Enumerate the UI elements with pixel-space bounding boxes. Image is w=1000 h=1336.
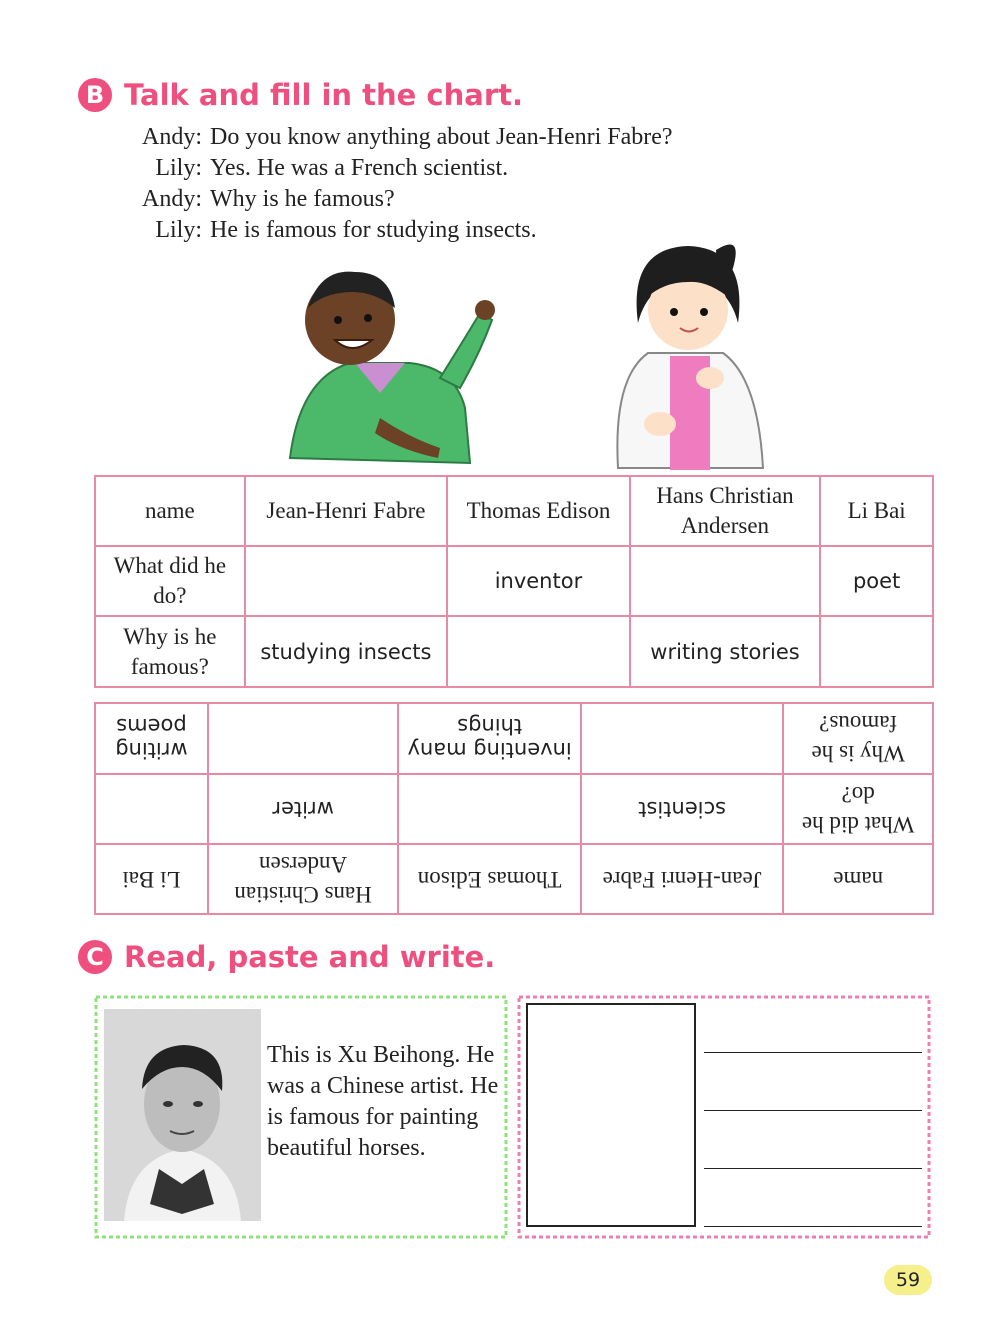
dialogue bbox=[130, 122, 673, 246]
row-header-name: name bbox=[95, 476, 245, 546]
paste-box[interactable] bbox=[526, 1003, 696, 1227]
write-line[interactable] bbox=[704, 1052, 922, 1053]
section-b-title: Talk and fill in the chart. bbox=[124, 78, 524, 112]
row-header-name: name bbox=[783, 844, 933, 914]
answer-cell[interactable] bbox=[398, 774, 581, 844]
answer-cell[interactable] bbox=[630, 546, 821, 616]
row-header-what: What did he do? bbox=[783, 774, 933, 844]
section-c-title: Read, paste and write. bbox=[124, 940, 496, 974]
answer-cell[interactable] bbox=[95, 774, 208, 844]
answer-cell[interactable] bbox=[245, 546, 447, 616]
dialogue-line bbox=[130, 122, 673, 153]
name-fabre: Jean-Henri Fabre bbox=[245, 476, 447, 546]
row-header-why: Why is he famous? bbox=[95, 616, 245, 687]
dialogue-line bbox=[130, 153, 673, 184]
answer-cell[interactable]: studying insects bbox=[245, 616, 447, 687]
write-line[interactable] bbox=[704, 1226, 922, 1227]
line-text: Do you know anything about Jean-Henri Fabre? bbox=[210, 124, 673, 150]
name-fabre: Jean-Henri Fabre bbox=[581, 844, 783, 914]
section-b-heading bbox=[78, 78, 523, 112]
blank-card bbox=[516, 994, 932, 1240]
row-header-why: Why is he famous? bbox=[783, 703, 933, 774]
dialogue-line bbox=[130, 215, 673, 246]
example-card bbox=[93, 994, 509, 1240]
line-text: He is famous for studying insects. bbox=[210, 217, 537, 243]
answer-cell[interactable]: writing stories bbox=[630, 616, 821, 687]
write-line[interactable] bbox=[704, 1168, 922, 1169]
section-c-badge: C bbox=[78, 940, 112, 974]
speaker: Lily: bbox=[155, 217, 202, 243]
portrait-photo bbox=[104, 1009, 261, 1221]
page-number: 59 bbox=[884, 1265, 932, 1295]
girl-illustration bbox=[598, 228, 778, 474]
chart-upright bbox=[94, 475, 934, 688]
dialogue-line bbox=[130, 184, 673, 215]
name-li-bai: Li Bai bbox=[820, 476, 933, 546]
answer-cell[interactable]: inventor bbox=[447, 546, 630, 616]
answer-cell[interactable]: poet bbox=[820, 546, 933, 616]
name-edison: Thomas Edison bbox=[447, 476, 630, 546]
line-text: Why is he famous? bbox=[210, 186, 395, 212]
name-andersen: Hans Christian Andersen bbox=[208, 844, 398, 914]
answer-cell[interactable] bbox=[581, 703, 783, 774]
card-text: This is Xu Beihong. He was a Chinese artist. He is famous for painting beautiful horses. bbox=[267, 1042, 499, 1161]
section-b-badge: B bbox=[78, 78, 112, 112]
answer-cell[interactable]: scientist bbox=[581, 774, 783, 844]
answer-cell[interactable] bbox=[208, 703, 398, 774]
section-c-heading bbox=[78, 940, 495, 974]
name-li-bai: Li Bai bbox=[95, 844, 208, 914]
name-andersen: Hans Christian Andersen bbox=[630, 476, 821, 546]
speaker: Andy: bbox=[142, 186, 202, 212]
row-header-what: What did he do? bbox=[95, 546, 245, 616]
answer-cell[interactable]: writer bbox=[208, 774, 398, 844]
answer-cell[interactable] bbox=[820, 616, 933, 687]
write-line[interactable] bbox=[704, 1110, 922, 1111]
boy-illustration bbox=[280, 258, 510, 474]
answer-cell[interactable] bbox=[447, 616, 630, 687]
chart-upside-down bbox=[94, 702, 934, 915]
speaker: Lily: bbox=[155, 155, 202, 181]
line-text: Yes. He was a French scientist. bbox=[210, 155, 509, 181]
answer-cell[interactable]: inventing many things bbox=[398, 703, 581, 774]
name-edison: Thomas Edison bbox=[398, 844, 581, 914]
speaker: Andy: bbox=[142, 124, 202, 150]
answer-cell[interactable]: writing poems bbox=[95, 703, 208, 774]
